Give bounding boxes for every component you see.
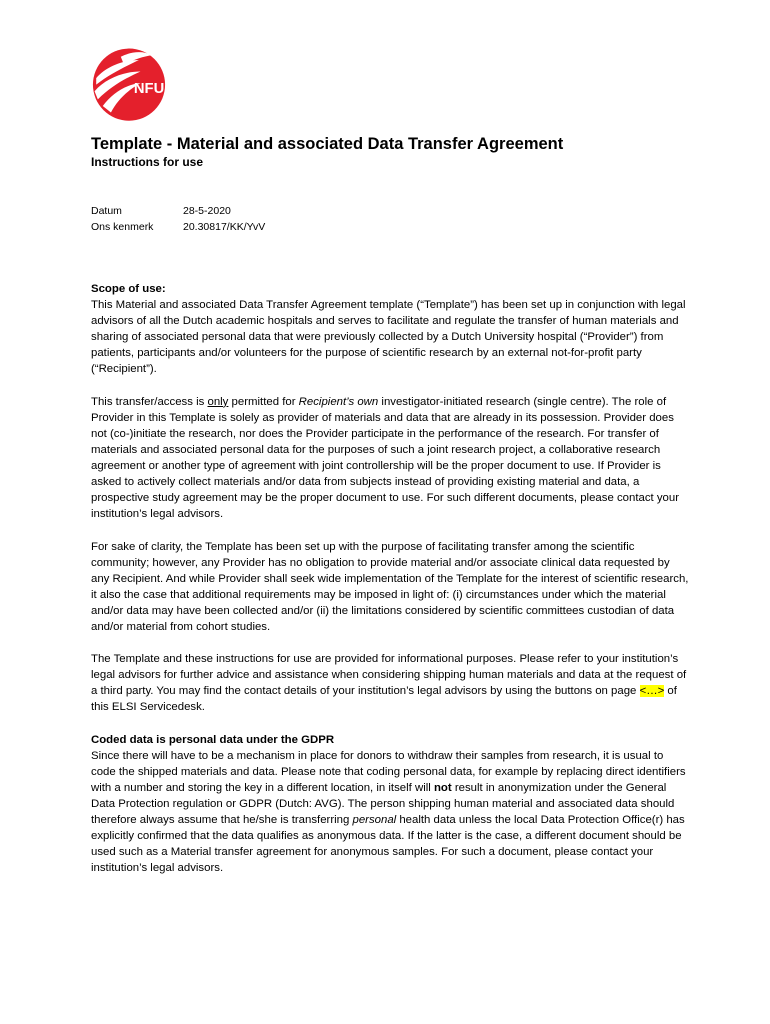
scope-paragraph-1: This Material and associated Data Transfer Agreement template (“Template”) has been set up in conjunction with legal advisors of all the Dutch academic hospitals and serves to facilitate and regulate the transfer of human materials and sharing of associated personal data that were previously collected by a Dutch University hospital (“Provider”) from patients, participants and/or volunteers for the purpose of scientific research by an external not-for-profit party (“Recipient”). [91,299,686,376]
section-heading-gdpr: Coded data is personal data under the GDPR [91,733,335,746]
meta-label: Ons kenmerk [91,221,154,233]
document-title: Template - Material and associated Data Transfer Agreement [91,135,564,153]
page-placeholder-highlight: <…> [639,685,665,698]
nfu-logo [88,42,170,124]
logo-text: NFU [133,80,165,97]
meta-value: 20.30817/KK/YvV [183,221,266,233]
scope-paragraph-2: This transfer/access is only permitted for Recipient’s own investigator-initiated research (single centre). The role of Provider in this Template is solely as provider of materials and data that are already in its possession. Provider does not (co-)initiate the research, nor does the Provider participate in the performance of the research. For transfer of materials and associated personal data for the purposes of such a joint research project, a collaborative research agreement or another type of agreement with joint controllership will be the proper document to use. If Provider is asked to actively collect materials and/or data from subjects instead of providing existing material and data, a prospective study agreement may be the proper document to use. For such different documents, please contact your institution’s legal advisors. [91,395,679,521]
document-body [91,281,691,893]
gdpr-paragraph: Since there will have to be a mechanism in place for donors to withdraw their samples from research, it is usual to code the shipped materials and data. Please note that coding personal data, for example by replacing direct identifiers with a number and storing the key in a different location, in itself will not result in anonymization under the General Data Protection regulation or GDPR (Dutch: AVG). The person shipping human material and associated data should therefore always assume that he/she is transferring personal health data unless the local Data Protection Office(r) has explicitly confirmed that the data qualifies as anonymous data. If the latter is the case, a different document should be used such as a Material transfer agreement for anonymous samples. For such a document, please contact your institution’s legal advisors. [91,749,686,875]
scope-paragraph-4: The Template and these instructions for use are provided for informational purposes. Please refer to your institution’s legal advisors for further advice and assistance when considering shipping human materials and data at the request of a third party. You may find the contact details of your institution’s legal advisors by using the buttons on page <…> of this ELSI Servicedesk. [91,653,687,714]
document-subtitle: Instructions for use [91,155,204,169]
meta-label: Datum [91,205,122,217]
section-heading-scope: Scope of use: [91,283,166,295]
scope-paragraph-3: For sake of clarity, the Template has been set up with the purpose of facilitating transfer among the scientific community; however, any Provider has no obligation to provide material and/or associate clinical data requested by any Recipient. And while Provider shall seek wide implementation of the Template for the interest of scientific research, it also the case that additional requirements may be imposed in light of: (i) circumstances under which the material and/or data may have been collected and/or (ii) the limitations considered by scientific committees custodian of data and/or material from cohort studies. [91,540,689,633]
meta-value: 28-5-2020 [183,205,231,217]
